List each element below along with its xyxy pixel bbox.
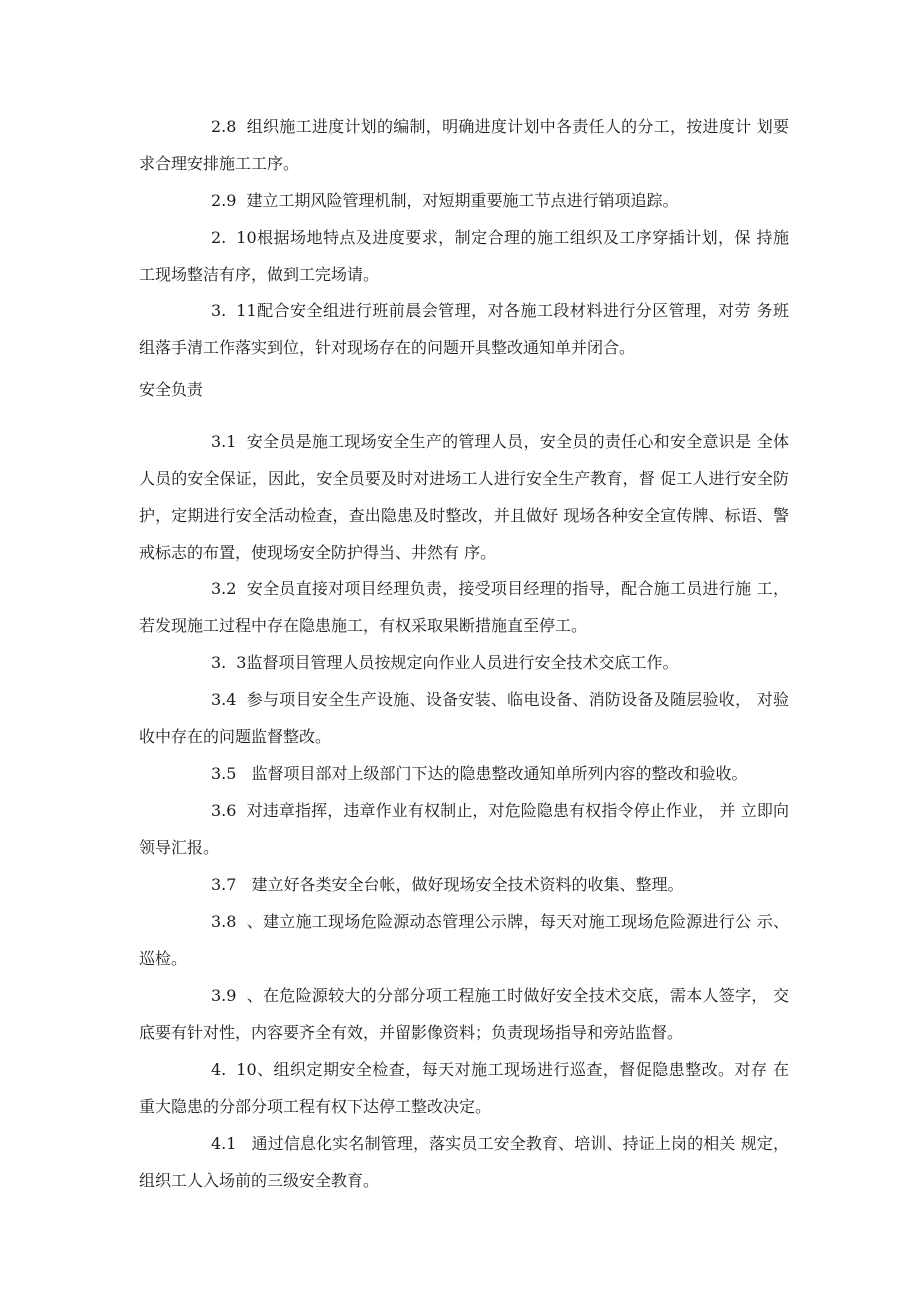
item-text: 11配合安全组进行班前晨会管理，对各施工段材料进行分区管理，对劳 务班组落手清工作落实到位，针对现场存在的问题开具整改通知单并闭合。: [139, 301, 789, 357]
paragraph-2-10: [139, 219, 789, 293]
item-number: 3.7: [211, 875, 237, 894]
paragraph-4-10: [139, 1051, 789, 1125]
paragraph-3-9: [139, 977, 789, 1051]
paragraph-2-8: [139, 108, 789, 182]
item-text: 、建立施工现场危险源动态管理公示牌，每天对施工现场危险源进行公 示、巡检。: [139, 912, 789, 968]
item-text: 10、组织定期安全检查，每天对施工现场进行巡查，督促隐患整改。对存 在重大隐患的分部分项工程有权下达停工整改决定。: [139, 1060, 789, 1116]
item-text: 建立好各类安全台帐，做好现场安全技术资料的收集、整理。: [246, 875, 684, 894]
item-text: 通过信息化实名制管理，落实员工安全教育、培训、持证上岗的相关 规定，组织工人入场前的三级安全教育。: [139, 1134, 789, 1190]
paragraph-3-7: [139, 866, 789, 903]
item-number: 4.: [211, 1060, 227, 1079]
item-number: 3.1: [211, 432, 237, 451]
item-text: 组织施工进度计划的编制，明确进度计划中各责任人的分工，按进度计 划要求合理安排施工工序。: [139, 117, 789, 173]
item-text: 3监督项目管理人员按规定向作业人员进行安全技术交底工作。: [236, 653, 679, 672]
item-number: 4.1: [211, 1134, 237, 1153]
item-number: 3.8: [211, 912, 237, 931]
paragraph-3-6: [139, 792, 789, 866]
item-number: 2.9: [211, 191, 237, 210]
item-text: 安全员直接对项目经理负责，接受项目经理的指导，配合施工员进行施 工，若发现施工过程中存在隐患施工，有权采取果断措施直至停工。: [139, 579, 789, 635]
item-number: 3.: [211, 301, 227, 320]
paragraph-3-1: [139, 423, 789, 571]
item-number: 3.5: [211, 764, 237, 783]
paragraph-4-1: [139, 1125, 789, 1199]
paragraph-3-4: [139, 681, 789, 755]
item-text: 10根据场地特点及进度要求，制定合理的施工组织及工序穿插计划，保 持施工现场整洁有序，做到工完场请。: [139, 228, 789, 284]
item-text: 、在危险源较大的分部分项工程施工时做好安全技术交底，需本人签字， 交底要有针对性，内容要齐全有效，并留影像资料；负责现场指导和旁站监督。: [139, 986, 789, 1042]
item-text: 监督项目部对上级部门下达的隐患整改通知单所列内容的整改和验收。: [246, 764, 748, 783]
section-title: 安全负责: [139, 380, 204, 399]
item-text: 安全员是施工现场安全生产的管理人员，安全员的责任心和安全意识是 全体人员的安全保证，因此，安全员要及时对进场工人进行安全生产教育，督 促工人进行安全防护，定期进行安全活动检查，查出隐患及时整改，并且做好 现场各种安全宣传牌、标语、警戒标志的布置，使现场安全防护得当、井然有 序。: [139, 432, 789, 562]
paragraph-3-8: [139, 903, 789, 977]
item-text: 对违章指挥，违章作业有权制止，对危险隐患有权指令停止作业， 并 立即向领导汇报。: [139, 801, 789, 857]
item-number: 3.9: [211, 986, 237, 1005]
paragraph-3-2: [139, 570, 789, 644]
item-number: 3.2: [211, 579, 237, 598]
item-text: 参与项目安全生产设施、设备安装、临电设备、消防设备及随层验收， 对验收中存在的问题监督整改。: [139, 690, 789, 746]
item-text: 建立工期风险管理机制，对短期重要施工节点进行销项追踪。: [246, 191, 679, 210]
item-number: 3.: [211, 653, 227, 672]
item-number: 3.6: [211, 801, 237, 820]
item-number: 2.: [211, 228, 227, 247]
paragraph-2-9: [139, 182, 789, 219]
paragraph-3-5: [139, 755, 789, 792]
paragraph-3-11: [139, 292, 789, 366]
item-number: 3.4: [211, 690, 237, 709]
paragraph-3-3: [139, 644, 789, 681]
item-number: 2.8: [211, 117, 237, 136]
